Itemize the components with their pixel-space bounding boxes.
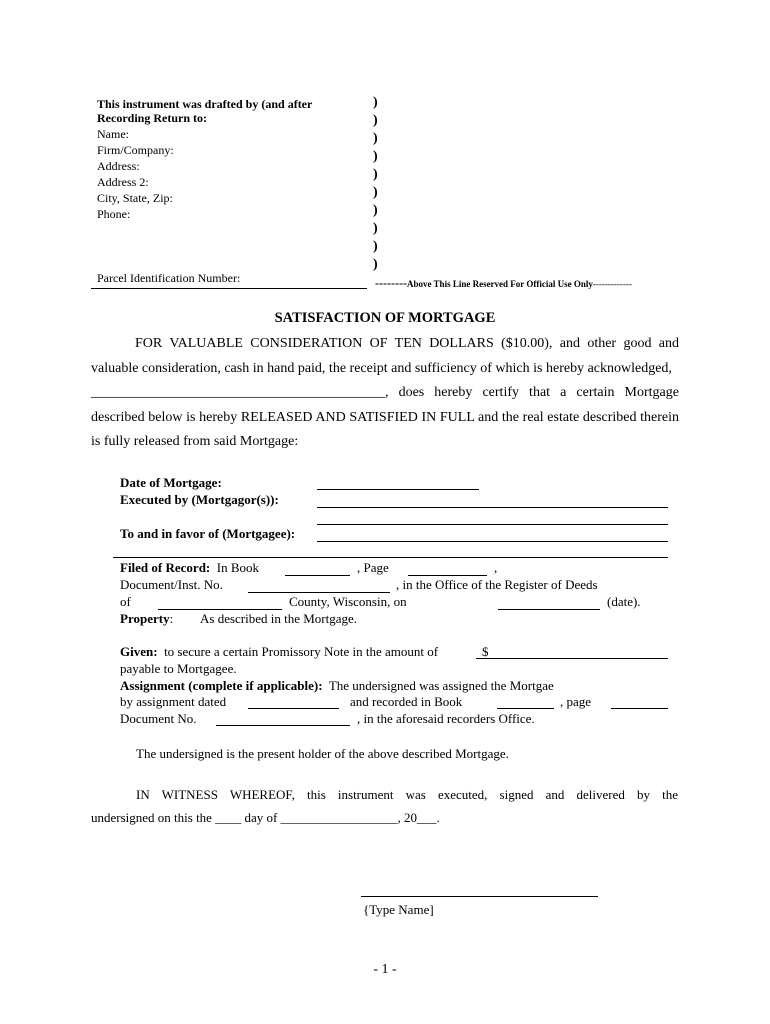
document-no-label: Document No.	[120, 711, 197, 726]
date-label: (date).	[607, 594, 641, 609]
witness-line-1: IN WITNESS WHEREOF, this instrument was executed, signed and delivered by the	[136, 787, 678, 802]
bracket-paren: )	[373, 113, 378, 128]
page-comma: ,	[494, 560, 498, 575]
mortgagee-label: To and in favor of (Mortgagee):	[120, 526, 296, 541]
firm-field-label: Firm/Company:	[97, 143, 174, 157]
dollar-sign: $	[482, 644, 489, 659]
page-number-field[interactable]	[408, 575, 487, 576]
assignment-date-field[interactable]	[248, 708, 339, 709]
register-office-text: , in the Office of the Register of Deeds	[396, 577, 598, 592]
intro-paragraph	[91, 332, 679, 455]
assignment-dated-label: by assignment dated	[120, 694, 227, 709]
assignment-book-field[interactable]	[497, 708, 554, 709]
recorded-in-book-label: and recorded in Book	[350, 694, 463, 709]
bracket-paren: )	[373, 257, 378, 272]
bracket-paren: )	[373, 149, 378, 164]
assignment-page-label: , page	[560, 694, 592, 709]
city-state-zip-field-label: City, State, Zip:	[97, 191, 173, 205]
bracket-paren: )	[373, 239, 378, 254]
record-date-field[interactable]	[498, 609, 600, 610]
bracket-paren: )	[373, 131, 378, 146]
assignment-row: Assignment (complete if applicable): The undersigned was assigned the Mortgae	[120, 678, 554, 693]
official-use-line: --------Above This Line Reserved For Official Use Only-------------	[375, 276, 632, 290]
intro-line-1: FOR VALUABLE CONSIDERATION OF TEN DOLLARS ($10.00), and other good and valuable consideration, cash in hand paid, the receipt and sufficiency of which is hereby acknowledged,	[91, 336, 679, 376]
bracket-paren: )	[373, 185, 378, 200]
document-inst-field[interactable]	[248, 592, 390, 593]
witness-line-2: undersigned on this the ____ day of __________________, 20___.	[91, 810, 440, 825]
document-inst-label: Document/Inst. No.	[120, 577, 223, 592]
mortgagor-field-2[interactable]	[317, 524, 668, 525]
page-number: - 1 -	[373, 962, 397, 977]
mortgagee-field[interactable]	[317, 541, 668, 542]
document-title: SATISFACTION OF MORTGAGE	[274, 310, 496, 326]
bracket-paren: )	[373, 221, 378, 236]
property-row: Property:	[120, 611, 174, 626]
payable-to-mortgagee: payable to Mortgagee.	[120, 661, 237, 676]
date-of-mortgage-field[interactable]	[317, 489, 479, 490]
drafted-by-label: This instrument was drafted by (and after	[97, 97, 313, 111]
parcel-id-label: Parcel Identification Number:	[97, 271, 241, 285]
signer-name-placeholder: {Type Name]	[363, 902, 434, 917]
note-amount-field[interactable]	[476, 658, 668, 659]
address2-field-label: Address 2:	[97, 175, 149, 189]
recording-return-label: Recording Return to:	[97, 111, 207, 125]
mortgagee-field-2[interactable]	[113, 557, 668, 558]
parcel-id-underline	[91, 288, 367, 289]
signature-line[interactable]	[361, 896, 598, 897]
date-of-mortgage-label: Date of Mortgage:	[120, 475, 222, 490]
county-wisconsin-text: County, Wisconsin, on	[289, 594, 407, 609]
aforesaid-office-text: , in the aforesaid recorders Office.	[357, 711, 535, 726]
property-description: As described in the Mortgage.	[200, 611, 358, 626]
bracket-paren: )	[373, 167, 378, 182]
phone-field-label: Phone:	[97, 207, 131, 221]
mortgagor-field[interactable]	[317, 507, 668, 508]
holder-statement: The undersigned is the present holder of the above described Mortgage.	[136, 746, 509, 761]
page-label: , Page	[357, 560, 389, 575]
executed-by-label: Executed by (Mortgagor(s)):	[120, 492, 279, 507]
name-field-label: Name:	[97, 127, 129, 141]
county-field[interactable]	[158, 609, 282, 610]
filed-of-record-row: Filed of Record: In Book	[120, 560, 260, 575]
intro-line-3: __________________________________________, does hereby certify that a certain Mortgage described below is hereby RELEASED AND SATISFIED IN FULL and the real estate described therein is fully released from said Mortgage:	[91, 385, 679, 449]
assignment-page-field[interactable]	[611, 708, 668, 709]
bracket-paren: )	[373, 203, 378, 218]
book-number-field[interactable]	[285, 575, 350, 576]
assignment-document-field[interactable]	[216, 725, 350, 726]
address-field-label: Address:	[97, 159, 140, 173]
bracket-paren: )	[373, 95, 378, 110]
given-row: Given: to secure a certain Promissory Note in the amount of	[120, 644, 439, 659]
of-label: of	[120, 594, 131, 609]
